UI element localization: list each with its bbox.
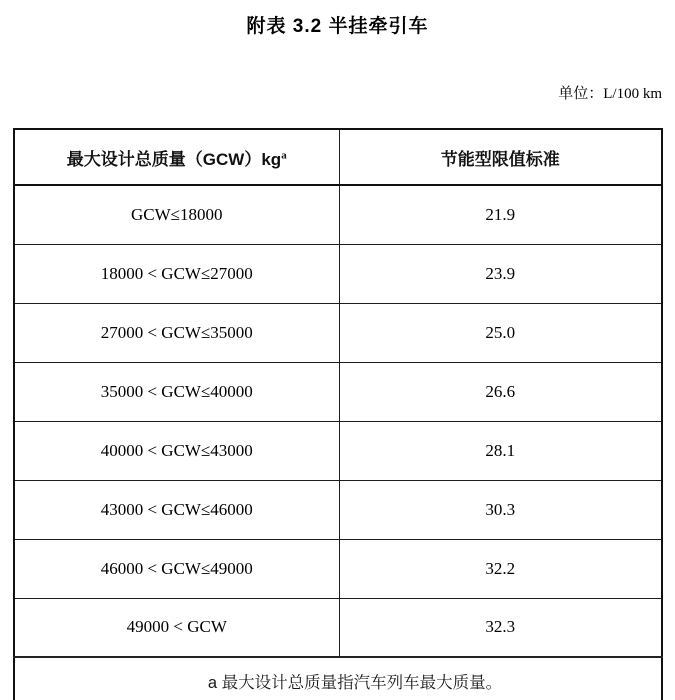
footnote-row <box>14 657 662 700</box>
header-gcw-column <box>14 129 339 185</box>
table-row <box>14 244 662 303</box>
unit-label: 单位：L/100 km <box>558 86 662 102</box>
header-row <box>14 129 662 185</box>
table-row <box>14 539 662 598</box>
table-row <box>14 362 662 421</box>
limit-value-cell: 28.1 <box>339 421 662 480</box>
header-gcw-text: 最大设计总质量（GCW）kg <box>66 149 282 169</box>
limit-value-cell: 32.3 <box>339 598 662 657</box>
limit-value-cell: 21.9 <box>339 185 662 244</box>
table-row <box>14 480 662 539</box>
table-body <box>14 185 662 700</box>
gcw-range-cell: GCW≤18000 <box>14 185 339 244</box>
gcw-range-cell: 27000 < GCW≤35000 <box>14 303 339 362</box>
header-limit-column: 节能型限值标准 <box>339 129 662 185</box>
limit-value-cell: 23.9 <box>339 244 662 303</box>
table-row <box>14 303 662 362</box>
gcw-range-cell: 43000 < GCW≤46000 <box>14 480 339 539</box>
fuel-limit-table <box>13 128 663 700</box>
limit-value-cell: 32.2 <box>339 539 662 598</box>
gcw-range-cell: 46000 < GCW≤49000 <box>14 539 339 598</box>
table-row <box>14 421 662 480</box>
page-title: 附表 3.2 半挂牵引车 <box>246 16 429 37</box>
table-row <box>14 598 662 657</box>
table-header <box>14 129 662 185</box>
gcw-range-cell: 18000 < GCW≤27000 <box>14 244 339 303</box>
limit-value-cell: 25.0 <box>339 303 662 362</box>
header-gcw-superscript: a <box>281 148 287 161</box>
gcw-range-cell: 49000 < GCW <box>14 598 339 657</box>
limit-value-cell: 26.6 <box>339 362 662 421</box>
document-page <box>0 11 675 700</box>
gcw-range-cell: 40000 < GCW≤43000 <box>14 421 339 480</box>
table-footnote: a 最大设计总质量指汽车列车最大质量。 <box>14 657 662 700</box>
limit-value-cell: 30.3 <box>339 480 662 539</box>
gcw-range-cell: 35000 < GCW≤40000 <box>14 362 339 421</box>
table-row <box>14 185 662 244</box>
